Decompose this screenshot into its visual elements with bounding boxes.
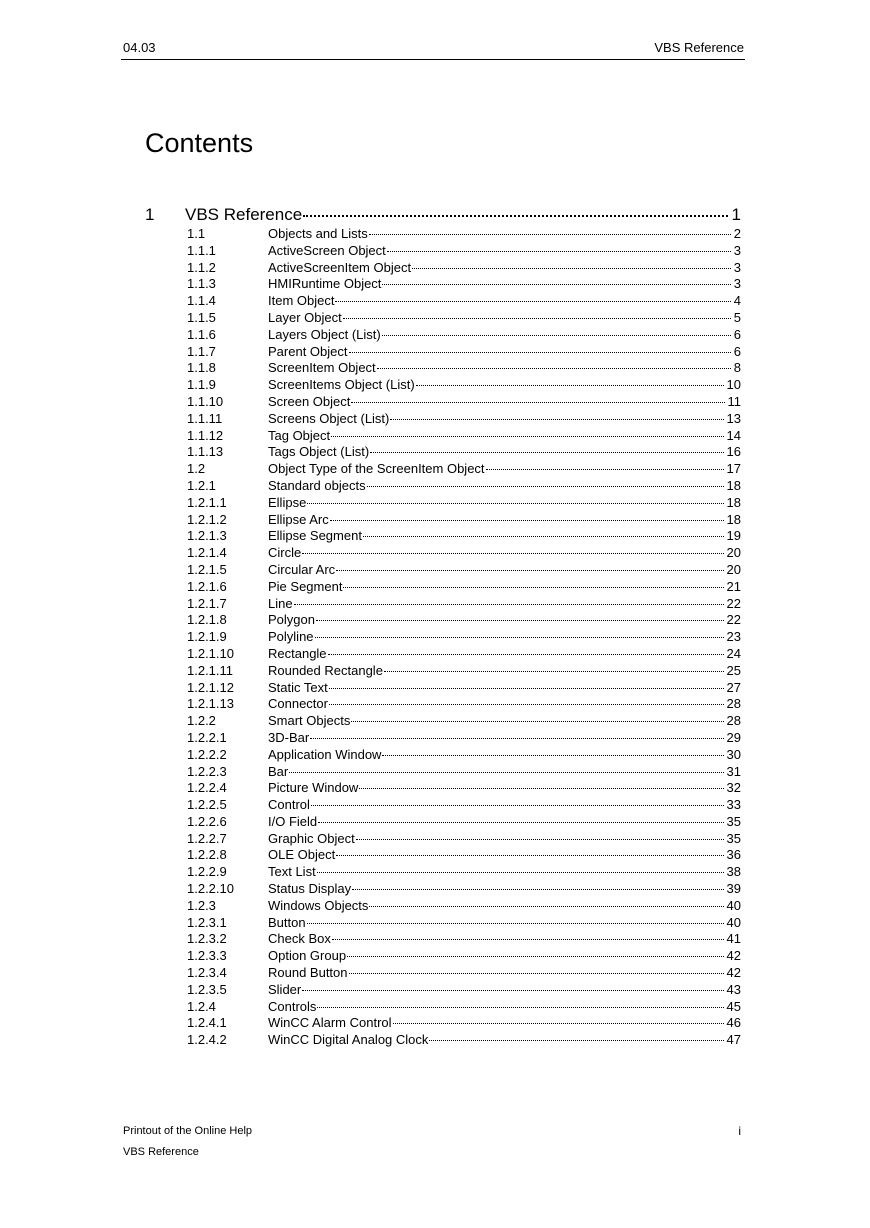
toc-entry-number: 1.2.4 (187, 998, 216, 1014)
toc-entry-number: 1.1.5 (187, 309, 216, 325)
toc-entry-number: 1.2.1.7 (187, 595, 227, 611)
toc-entry-number: 1.2.4.1 (187, 1015, 227, 1031)
dot-leader (294, 604, 724, 605)
toc-entry-page: 6 (733, 343, 741, 359)
toc-entry-page: 25 (726, 662, 741, 678)
toc-entry[interactable] (187, 747, 741, 764)
toc-entry-page: 8 (733, 360, 741, 376)
toc-entry[interactable] (187, 562, 741, 579)
dot-leader (307, 503, 723, 504)
dot-leader (390, 419, 723, 420)
toc-entry[interactable] (187, 428, 741, 445)
toc-entry-label: Objects and Lists (268, 226, 368, 241)
header-rule (121, 59, 745, 60)
toc-entry-label: Control (268, 797, 310, 813)
toc-entry-page: 45 (726, 998, 741, 1014)
toc-entry-number: 1.2.2.8 (187, 847, 227, 863)
toc-entry[interactable] (187, 411, 741, 428)
toc-entry[interactable] (187, 260, 741, 277)
dot-leader (370, 452, 723, 453)
dot-leader (416, 385, 724, 386)
dot-leader (317, 1007, 723, 1008)
toc-entry-label: Object Type of the ScreenItem Object (268, 461, 485, 477)
toc-entry-label: Graphic Object (268, 830, 355, 846)
toc-entry-page: 21 (726, 578, 741, 594)
dot-leader (329, 704, 724, 705)
dot-leader (352, 889, 723, 890)
toc-entry-label: OLE Object (268, 847, 336, 863)
dot-leader (310, 738, 723, 739)
toc-entry-number: 1.1.12 (187, 427, 224, 443)
toc-entry-label: WinCC Alarm Control (268, 1015, 392, 1031)
toc-entry-page: 28 (726, 696, 741, 712)
toc-entry-label: Layer Object (268, 309, 342, 325)
toc-entry[interactable] (187, 663, 741, 680)
toc-entry-label: Polyline (268, 629, 314, 645)
toc-entry-label: Connector (268, 696, 328, 712)
toc-entry-label: Circle (268, 545, 302, 561)
toc-entry-page: 33 (726, 797, 741, 813)
dot-leader (317, 872, 724, 873)
toc-entry-page: 43 (726, 981, 741, 997)
toc-entry-label: ScreenItem Object (268, 360, 376, 376)
dot-leader (302, 553, 723, 554)
toc-entry-page: 3 (733, 276, 741, 292)
toc-entry-page: 46 (726, 1015, 741, 1031)
footer-line-1: Printout of the Online Help (123, 1125, 253, 1137)
toc-entry-label: Slider (268, 981, 302, 997)
toc-entry-number: 1.2.1.2 (187, 511, 227, 527)
toc-entry[interactable] (187, 898, 741, 915)
toc-entry-number: 1.1 (187, 226, 206, 241)
toc-entry-number: 1.1.7 (187, 343, 216, 359)
toc-entry-number: 1.2.3.5 (187, 981, 227, 997)
toc-entry-number: 1.2 (187, 461, 206, 477)
toc-entry-page: 32 (726, 780, 741, 796)
toc-entry-label: 3D-Bar (268, 729, 310, 745)
toc-entry[interactable] (187, 579, 741, 596)
toc-entry-label: Pie Segment (268, 578, 343, 594)
dot-leader (349, 352, 731, 353)
toc-entry-label: Round Button (268, 965, 348, 981)
toc-entry-page: 23 (726, 629, 741, 645)
toc-entry-page: 27 (726, 679, 741, 695)
toc-entry[interactable] (187, 394, 741, 411)
toc-entry-label: Layers Object (List) (268, 326, 381, 342)
chapter-label: VBS Reference (185, 205, 303, 224)
toc-entry[interactable] (187, 276, 741, 293)
toc-entry-label: Smart Objects (268, 713, 351, 729)
toc-entry-number: 1.2.1.10 (187, 645, 234, 661)
toc-entry-page: 18 (726, 511, 741, 527)
toc-entry-number: 1.1.3 (187, 276, 216, 292)
toc-entry-number: 1.2.2.5 (187, 797, 227, 813)
toc-entry-label: Button (268, 914, 306, 930)
toc-entry-page: 22 (726, 595, 741, 611)
toc-entry-page: 42 (726, 948, 741, 964)
toc-entry-page: 22 (726, 612, 741, 628)
toc-entry-label: Tags Object (List) (268, 444, 370, 460)
toc-entry-page: 11 (727, 393, 741, 409)
toc-entry-label: Screen Object (268, 393, 351, 409)
toc-entry-label: Circular Arc (268, 561, 336, 577)
toc-entry[interactable] (187, 948, 741, 965)
chapter-page: 1 (731, 205, 741, 224)
toc-entry-number: 1.2.3.2 (187, 931, 227, 947)
footer-page-number: i (738, 1124, 741, 1138)
dot-leader (303, 215, 727, 217)
toc-entry[interactable] (187, 713, 741, 730)
toc-entry[interactable] (187, 982, 741, 999)
toc-entry[interactable] (187, 360, 741, 377)
toc-entry-number: 1.1.6 (187, 326, 216, 342)
dot-leader (331, 436, 723, 437)
toc-entry[interactable] (187, 780, 741, 797)
dot-leader (336, 855, 723, 856)
dot-leader (332, 939, 724, 940)
toc-entry-page: 5 (733, 309, 741, 325)
dot-leader (384, 671, 724, 672)
toc-entry-number: 1.2.1.1 (187, 494, 227, 510)
toc-entry-page: 3 (733, 259, 741, 275)
dot-leader (347, 956, 723, 957)
toc-entry-page: 18 (726, 494, 741, 510)
dot-leader (318, 822, 723, 823)
footer-line-2: VBS Reference (123, 1146, 199, 1158)
dot-leader (382, 755, 723, 756)
dot-leader (343, 318, 731, 319)
toc-entry-page: 35 (726, 830, 741, 846)
toc-entry-number: 1.2.2.2 (187, 746, 227, 762)
toc-entry[interactable] (187, 226, 741, 243)
toc-entry[interactable] (187, 646, 741, 663)
dot-leader (486, 469, 724, 470)
toc-entry-label: Bar (268, 763, 289, 779)
dot-leader (335, 301, 730, 302)
chapter-number: 1 (145, 205, 155, 224)
toc-entry-page: 24 (726, 645, 741, 661)
toc-entry-number: 1.2.1.9 (187, 629, 227, 645)
toc-entry[interactable] (187, 478, 741, 495)
header-title: VBS Reference (654, 40, 744, 55)
toc-entry-page: 19 (726, 528, 741, 544)
toc-entry[interactable] (187, 344, 741, 361)
toc-entry-page: 31 (726, 763, 741, 779)
toc-entry-number: 1.1.10 (187, 393, 224, 409)
toc-entry-number: 1.2.1.8 (187, 612, 227, 628)
toc-entry-page: 40 (726, 897, 741, 913)
toc-entry-number: 1.2.1.11 (187, 662, 234, 678)
toc-entry[interactable] (187, 461, 741, 478)
dot-leader (369, 906, 723, 907)
toc-entry-number: 1.2.2.6 (187, 813, 227, 829)
toc-entry[interactable] (187, 797, 741, 814)
toc-entry-number: 1.2.2.10 (187, 881, 234, 897)
toc-entry[interactable] (187, 293, 741, 310)
toc-entry[interactable] (187, 444, 741, 461)
toc-entry-number: 1.2.1 (187, 477, 216, 493)
toc-entry-page: 17 (726, 461, 741, 477)
dot-leader (302, 990, 723, 991)
toc-entry-number: 1.2.2.3 (187, 763, 227, 779)
toc-entry[interactable] (187, 864, 741, 881)
dot-leader (377, 368, 731, 369)
toc-entry[interactable] (187, 965, 741, 982)
toc-entry[interactable] (187, 629, 741, 646)
toc-entry[interactable] (187, 528, 741, 545)
dot-leader (359, 788, 723, 789)
dot-leader (363, 536, 724, 537)
dot-leader (393, 1023, 724, 1024)
toc-entry-number: 1.2.1.13 (187, 696, 234, 712)
dot-leader (343, 587, 723, 588)
toc-entry-label: Screens Object (List) (268, 410, 390, 426)
toc-entry-number: 1.1.8 (187, 360, 216, 376)
toc-entry-page: 3 (733, 242, 741, 258)
dot-leader (330, 520, 724, 521)
dot-leader (315, 637, 724, 638)
toc-entry[interactable] (187, 512, 741, 529)
toc-entry[interactable] (187, 931, 741, 948)
toc-entry-page: 47 (726, 1032, 741, 1048)
toc-entry-label: Ellipse (268, 494, 307, 510)
toc-entry-page: 10 (726, 377, 741, 393)
toc-entry-page: 14 (726, 427, 741, 443)
toc-entry-label: Windows Objects (268, 897, 369, 913)
toc-entry-page: 42 (726, 965, 741, 981)
toc-entry-label: ActiveScreenItem Object (268, 259, 412, 275)
toc-entry-label: ActiveScreen Object (268, 242, 386, 258)
toc-entry-label: HMIRuntime Object (268, 276, 382, 292)
toc-entry[interactable] (187, 1015, 741, 1032)
dot-leader (328, 654, 724, 655)
toc-entry[interactable] (187, 696, 741, 713)
dot-leader (382, 335, 731, 336)
toc-entry-page: 20 (726, 561, 741, 577)
toc-entry[interactable] (187, 915, 741, 932)
toc-entry-number: 1.2.2.7 (187, 830, 227, 846)
toc-entry-number: 1.1.4 (187, 293, 216, 309)
toc-entry-page: 35 (726, 813, 741, 829)
toc-entry-label: Tag Object (268, 427, 331, 443)
toc-entry-number: 1.1.2 (187, 259, 216, 275)
toc-entry[interactable] (187, 730, 741, 747)
toc-entry-page: 16 (726, 444, 741, 460)
toc-entry-label: Picture Window (268, 780, 359, 796)
toc-entry-number: 1.2.1.6 (187, 578, 227, 594)
page-title: Contents (145, 128, 254, 158)
toc-entry[interactable] (187, 1032, 741, 1049)
toc-entry-number: 1.2.1.12 (187, 679, 234, 695)
dot-leader (316, 620, 724, 621)
toc-entry-label: Item Object (268, 293, 335, 309)
toc-entry-page: 4 (733, 293, 741, 309)
header-date: 04.03 (123, 40, 156, 55)
toc-entry-page: 18 (726, 477, 741, 493)
toc-entry[interactable] (187, 545, 741, 562)
dot-leader (311, 805, 724, 806)
toc-entry-label: Static Text (268, 679, 328, 695)
toc-entry-number: 1.2.2 (187, 713, 216, 729)
toc-entry[interactable] (187, 377, 741, 394)
toc-entry-label: Check Box (268, 931, 331, 947)
toc-entry-page: 6 (733, 326, 741, 342)
toc-entry[interactable] (187, 596, 741, 613)
toc-entry-label: Line (268, 595, 293, 611)
toc-chapter-entry[interactable] (145, 205, 741, 227)
toc-entry-label: Application Window (268, 746, 382, 762)
toc-entry-number: 1.2.1.3 (187, 528, 227, 544)
toc-entry[interactable] (187, 612, 741, 629)
toc-entry-number: 1.2.3.3 (187, 948, 227, 964)
toc-entry-number: 1.1.13 (187, 444, 224, 460)
toc-entry-page: 30 (726, 746, 741, 762)
toc-entry-label: Rounded Rectangle (268, 662, 383, 678)
toc-entry-label: Option Group (268, 948, 347, 964)
toc-entry-number: 1.1.11 (187, 410, 223, 426)
toc-entry-label: WinCC Digital Analog Clock (268, 1032, 429, 1048)
toc-entry[interactable] (187, 764, 741, 781)
dot-leader (336, 570, 723, 571)
toc-entry-number: 1.2.2.1 (187, 729, 227, 745)
dot-leader (329, 688, 724, 689)
toc-entry-label: Standard objects (268, 477, 366, 493)
toc-entry-page: 13 (726, 410, 741, 426)
toc-entry-label: Polygon (268, 612, 315, 628)
dot-leader (356, 839, 724, 840)
dot-leader (367, 486, 724, 487)
toc-entry[interactable] (187, 327, 741, 344)
toc-entry-label: Ellipse Arc (268, 511, 329, 527)
toc-entry-number: 1.2.4.2 (187, 1032, 227, 1048)
toc-entry-number: 1.2.2.4 (187, 780, 227, 796)
dot-leader (429, 1040, 723, 1041)
dot-leader (349, 973, 724, 974)
toc-entry-page: 36 (726, 847, 741, 863)
toc-entry-label: Parent Object (268, 343, 348, 359)
toc-entry[interactable] (187, 881, 741, 898)
toc-entry-page: 41 (726, 931, 741, 947)
toc-entry-label: Ellipse Segment (268, 528, 362, 544)
dot-leader (307, 923, 724, 924)
toc-entry-label: ScreenItems Object (List) (268, 377, 415, 393)
toc-entry[interactable] (187, 847, 741, 864)
toc-entry[interactable] (187, 680, 741, 697)
toc-entry-page: 28 (726, 713, 741, 729)
toc-entry-label: Status Display (268, 881, 352, 897)
dot-leader (351, 721, 723, 722)
toc-entry[interactable] (187, 243, 741, 260)
toc-entry-page: 2 (733, 226, 741, 241)
toc-entry-number: 1.2.2.9 (187, 864, 227, 880)
toc-entry-label: I/O Field (268, 813, 318, 829)
toc-entry-number: 1.2.1.4 (187, 545, 227, 561)
dot-leader (382, 284, 730, 285)
toc-entry[interactable] (187, 495, 741, 512)
toc-entry-number: 1.1.1 (187, 242, 216, 258)
toc-entry-label: Text List (268, 864, 316, 880)
toc-entry[interactable] (187, 310, 741, 327)
toc-entry-page: 39 (726, 881, 741, 897)
toc-entry-number: 1.1.9 (187, 377, 216, 393)
toc-entry[interactable] (187, 999, 741, 1016)
dot-leader (351, 402, 724, 403)
dot-leader (412, 268, 731, 269)
toc-entry[interactable] (187, 831, 741, 848)
dot-leader (289, 772, 723, 773)
toc-entry-label: Rectangle (268, 645, 327, 661)
toc-entry-number: 1.2.3 (187, 897, 216, 913)
toc-entry[interactable] (187, 814, 741, 831)
toc-entry-page: 38 (726, 864, 741, 880)
toc-entry-number: 1.2.3.4 (187, 965, 227, 981)
dot-leader (387, 251, 731, 252)
toc-entry-label: Controls (268, 998, 317, 1014)
toc-entry-page: 40 (726, 914, 741, 930)
toc-entry-page: 20 (726, 545, 741, 561)
toc-list (187, 226, 741, 1049)
toc-entry-number: 1.2.3.1 (187, 914, 227, 930)
dot-leader (369, 234, 731, 235)
toc-entry-page: 29 (726, 729, 741, 745)
toc-entry-number: 1.2.1.5 (187, 561, 227, 577)
